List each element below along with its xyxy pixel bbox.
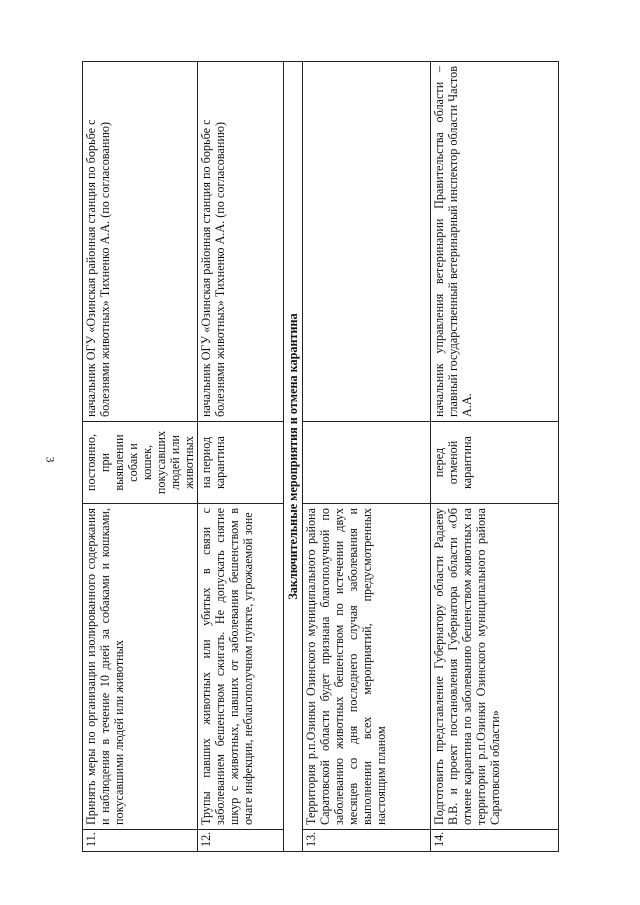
table-row	[303, 62, 431, 852]
responsible-cell: начальник ОГУ «Озинская районная станция по борьбе с болезнями животных» Тихненко А.А. (по согласованию)	[198, 62, 284, 422]
term-cell: постоянно, при выявлении собак и кошек, покусавших людей или животных	[83, 422, 198, 504]
term-cell: на период карантина	[198, 422, 284, 504]
term-cell	[303, 422, 431, 504]
action-cell: Принять меры по организации изолированного содержания и наблюдения в течение 10 дней за собаками и кошками, покусавшими людей или животных	[83, 504, 198, 830]
responsible-cell: начальник управления ветеринарии Правительства области – главный государственный ветеринарный инспектор области Частов А.А.	[431, 62, 559, 422]
row-number: 11.	[83, 830, 198, 852]
table-row	[83, 62, 198, 852]
row-number: 14.	[431, 830, 559, 852]
action-cell: Территория р.п.Озинки Озинского муниципального района Саратовской области будет признана благополучной по заболеванию животных бешенством по истечении двух месяцев со дня последнего случая заболевания и выполнении всех мероприятий, предусмотренных настоящим планом	[303, 504, 431, 830]
responsible-cell: начальник ОГУ «Озинская районная станция по борьбе с болезнями животных» Тихненко А.А. (по согласованию)	[83, 62, 198, 422]
action-cell: Подготовить представление Губернатору области Радаеву В.В. и проект постановления Губернатора области «Об отмене карантина по заболеванию бешенством животных на территории р.п.Озинки Озинского муниципального района Саратовской области»	[431, 504, 559, 830]
table-row	[431, 62, 559, 852]
responsible-cell	[303, 62, 431, 422]
row-number: 12.	[198, 830, 284, 852]
rotated-page	[82, 62, 630, 852]
plan-table	[82, 61, 559, 852]
term-cell: перед отменой карантина	[431, 422, 559, 504]
section-title: Заключительные мероприятия и отмена карантина	[284, 62, 303, 852]
table-row	[198, 62, 284, 852]
row-number: 13.	[303, 830, 431, 852]
action-cell: Трупы павших животных или убитых в связи с заболеванием бешенством сжигать. Не допускать снятие шкур с животных, павших от заболевания бешенством в очаге инфекции, неблагополучном пункте, угрожаемой зоне	[198, 504, 284, 830]
section-row	[284, 62, 303, 852]
page-number: 3	[43, 456, 58, 463]
